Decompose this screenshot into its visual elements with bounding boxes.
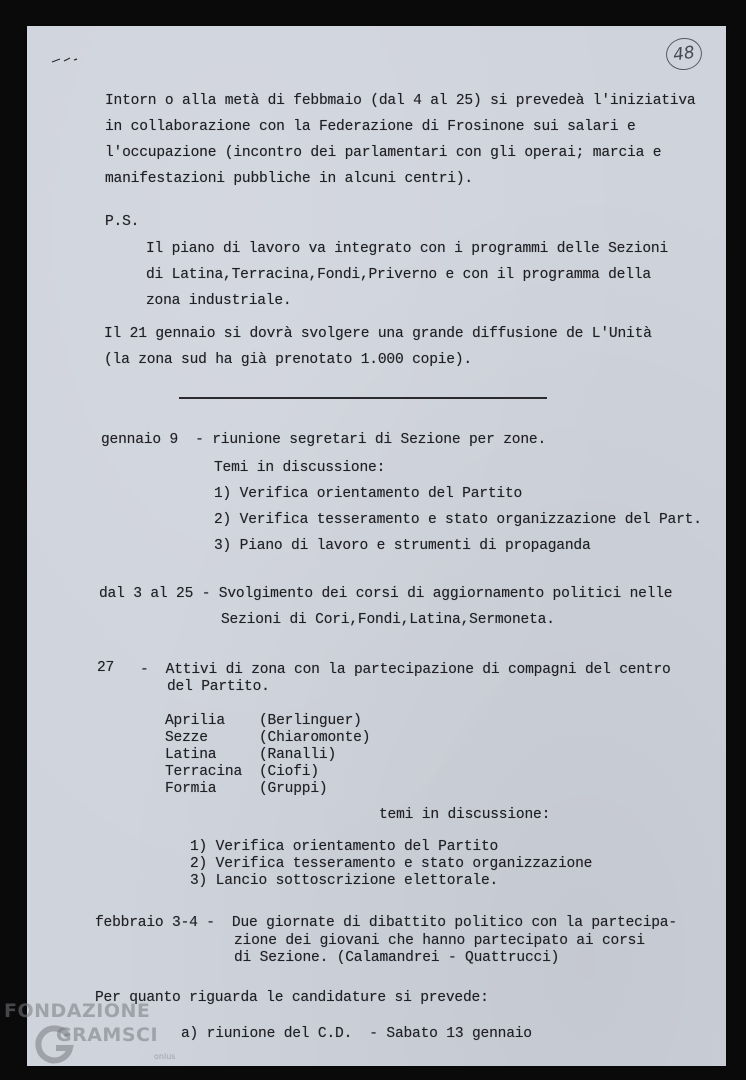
text-line: 1) Verifica orientamento del Partito <box>190 839 499 855</box>
page-number-stamp: 48 <box>664 36 704 73</box>
text-line: Il 21 gennaio si dovrà svolgere una grande diffusione de L'Unità <box>104 326 652 342</box>
text-line: Per quanto riguarda le candidature si prevede: <box>95 990 489 1006</box>
text-line: del Partito. <box>167 679 270 695</box>
text-line: a) riunione del C.D. - Sabato 13 gennaio <box>181 1026 532 1042</box>
text-line: zona industriale. <box>146 293 292 309</box>
text-line: zione dei giovani che hanno partecipato ai corsi <box>234 933 645 949</box>
text-line: 3) Piano di lavoro e strumenti di propaganda <box>214 538 591 554</box>
text-line: di Latina,Terracina,Fondi,Priverno e con il programma della <box>146 267 651 283</box>
text-line: Temi in discussione: <box>214 460 386 476</box>
pencil-mark <box>50 55 80 65</box>
text-line: 3) Lancio sottoscrizione elettorale. <box>190 873 499 889</box>
separator-line <box>179 397 547 399</box>
text-line: di Sezione. (Calamandrei - Quattrucci) <box>234 950 560 966</box>
watermark-line-2: GRAMSCI <box>56 1024 159 1046</box>
text-line: (Berlinguer) <box>259 713 362 729</box>
text-line: Latina <box>165 747 217 763</box>
text-line: - Attivi di zona con la partecipazione di compagni del centro <box>140 662 671 678</box>
text-line: (la zona sud ha già prenotato 1.000 copie). <box>104 352 472 368</box>
text-line: (Chiaromonte) <box>259 730 371 746</box>
text-line: in collaborazione con la Federazione di Frosinone sui salari e <box>105 119 636 135</box>
text-line: l'occupazione (incontro dei parlamentari con gli operai; marcia e <box>105 145 662 161</box>
text-line: Aprilia <box>165 713 225 729</box>
text-line: (Gruppi) <box>259 781 328 797</box>
text-line: Terracina <box>165 764 243 780</box>
text-line: (Ranalli) <box>259 747 337 763</box>
text-line: 2) Verifica tesseramento e stato organizzazione del Part. <box>214 512 702 528</box>
text-line: (Ciofi) <box>259 764 319 780</box>
text-line: Sezze <box>165 730 208 746</box>
text-line: 27 <box>97 660 115 676</box>
text-line: 2) Verifica tesseramento e stato organizzazione <box>190 856 593 872</box>
watermark-suffix: onlus <box>154 1052 176 1061</box>
text-line: manifestazioni pubbliche in alcuni centri). <box>105 171 473 187</box>
text-line: dal 3 al 25 - Svolgimento dei corsi di aggiornamento politici nelle <box>99 586 673 602</box>
text-line: temi in discussione: <box>379 807 551 823</box>
text-line: gennaio 9 - riunione segretari di Sezione per zone. <box>101 432 546 448</box>
text-line: Il piano di lavoro va integrato con i programmi delle Sezioni <box>146 241 669 257</box>
text-line: febbraio 3-4 - Due giornate di dibattito politico con la partecipa- <box>95 915 677 931</box>
text-line: Intorn o alla metà di febbmaio (dal 4 al 25) si prevedeà l'iniziativa <box>105 93 696 109</box>
text-line: Formia <box>165 781 217 797</box>
text-line: 1) Verifica orientamento del Partito <box>214 486 523 502</box>
watermark-line-1: FONDAZIONE <box>4 1000 151 1022</box>
text-line: Sezioni di Cori,Fondi,Latina,Sermoneta. <box>221 612 555 628</box>
text-line: P.S. <box>105 214 140 230</box>
